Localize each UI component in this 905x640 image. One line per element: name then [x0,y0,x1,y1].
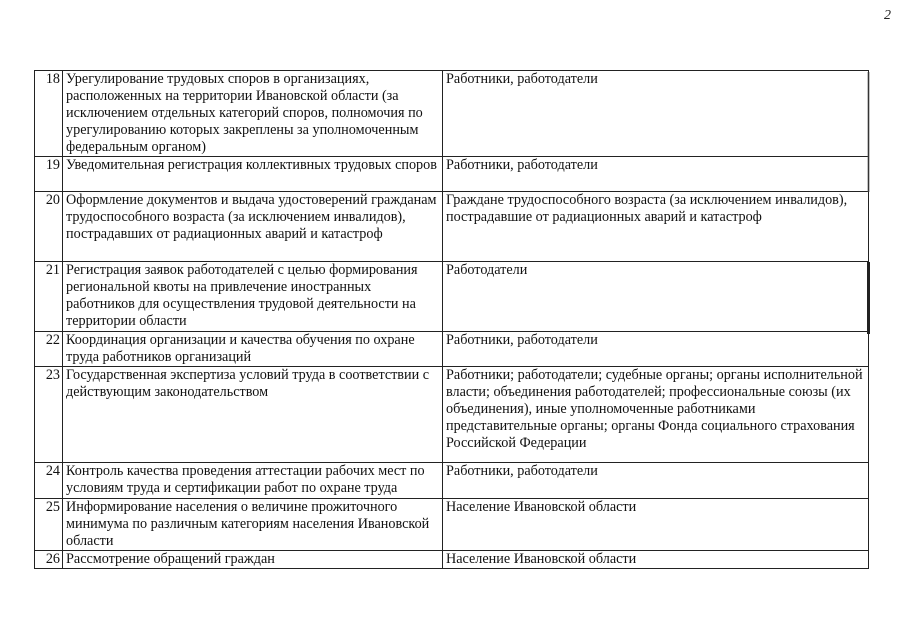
row-number: 21 [35,262,63,332]
service-name: Рассмотрение обращений граждан [63,551,443,569]
scan-edge-mark [867,72,870,192]
row-number: 19 [35,157,63,192]
table-row [35,262,869,332]
row-number: 26 [35,551,63,569]
service-recipients: Работники, работодатели [443,463,869,499]
service-recipients: Работники, работодатели [443,157,869,192]
table-row [35,367,869,463]
row-number: 23 [35,367,63,463]
service-name: Регистрация заявок работодателей с целью формирования региональной квоты на привлечение иностранных работников для осуществления трудовой деятельности на территории области [63,262,443,332]
scan-edge-mark [867,262,870,334]
services-table [34,70,869,569]
row-number: 24 [35,463,63,499]
row-number: 22 [35,332,63,367]
table-row [35,71,869,157]
service-recipients: Работодатели [443,262,869,332]
service-name: Государственная экспертиза условий труда в соответствии с действующим законодательством [63,367,443,463]
table-row [35,463,869,499]
service-name: Урегулирование трудовых споров в организациях, расположенных на территории Ивановской области (за исключением отдельных категорий споров, полномочия по урегулированию которых закреплены за уполномоченным федеральным органом) [63,71,443,157]
page-number: 2 [884,8,891,23]
service-name: Координация организации и качества обучения по охране труда работников организаций [63,332,443,367]
service-name: Контроль качества проведения аттестации рабочих мест по условиям труда и сертификации работ по охране труда [63,463,443,499]
row-number: 25 [35,499,63,551]
service-recipients: Работники; работодатели; судебные органы; органы исполнительной власти; объединения работодателей; профессиональные союзы (их объединения), иные уполномоченные работниками представительные органы; органы Фонда социального страхования Российской Федерации [443,367,869,463]
service-recipients: Население Ивановской области [443,499,869,551]
table-row [35,157,869,192]
service-recipients: Население Ивановской области [443,551,869,569]
service-recipients: Работники, работодатели [443,71,869,157]
table-row [35,192,869,262]
row-number: 20 [35,192,63,262]
table-row [35,332,869,367]
row-number: 18 [35,71,63,157]
service-name: Информирование населения о величине прожиточного минимума по различным категориям населения Ивановской области [63,499,443,551]
service-name: Оформление документов и выдача удостоверений гражданам трудоспособного возраста (за исключением инвалидов), пострадавших от радиационных аварий и катастроф [63,192,443,262]
service-name: Уведомительная регистрация коллективных трудовых споров [63,157,443,192]
service-recipients: Работники, работодатели [443,332,869,367]
table-row [35,551,869,569]
service-recipients: Граждане трудоспособного возраста (за исключением инвалидов), пострадавшие от радиационных аварий и катастроф [443,192,869,262]
table-row [35,499,869,551]
